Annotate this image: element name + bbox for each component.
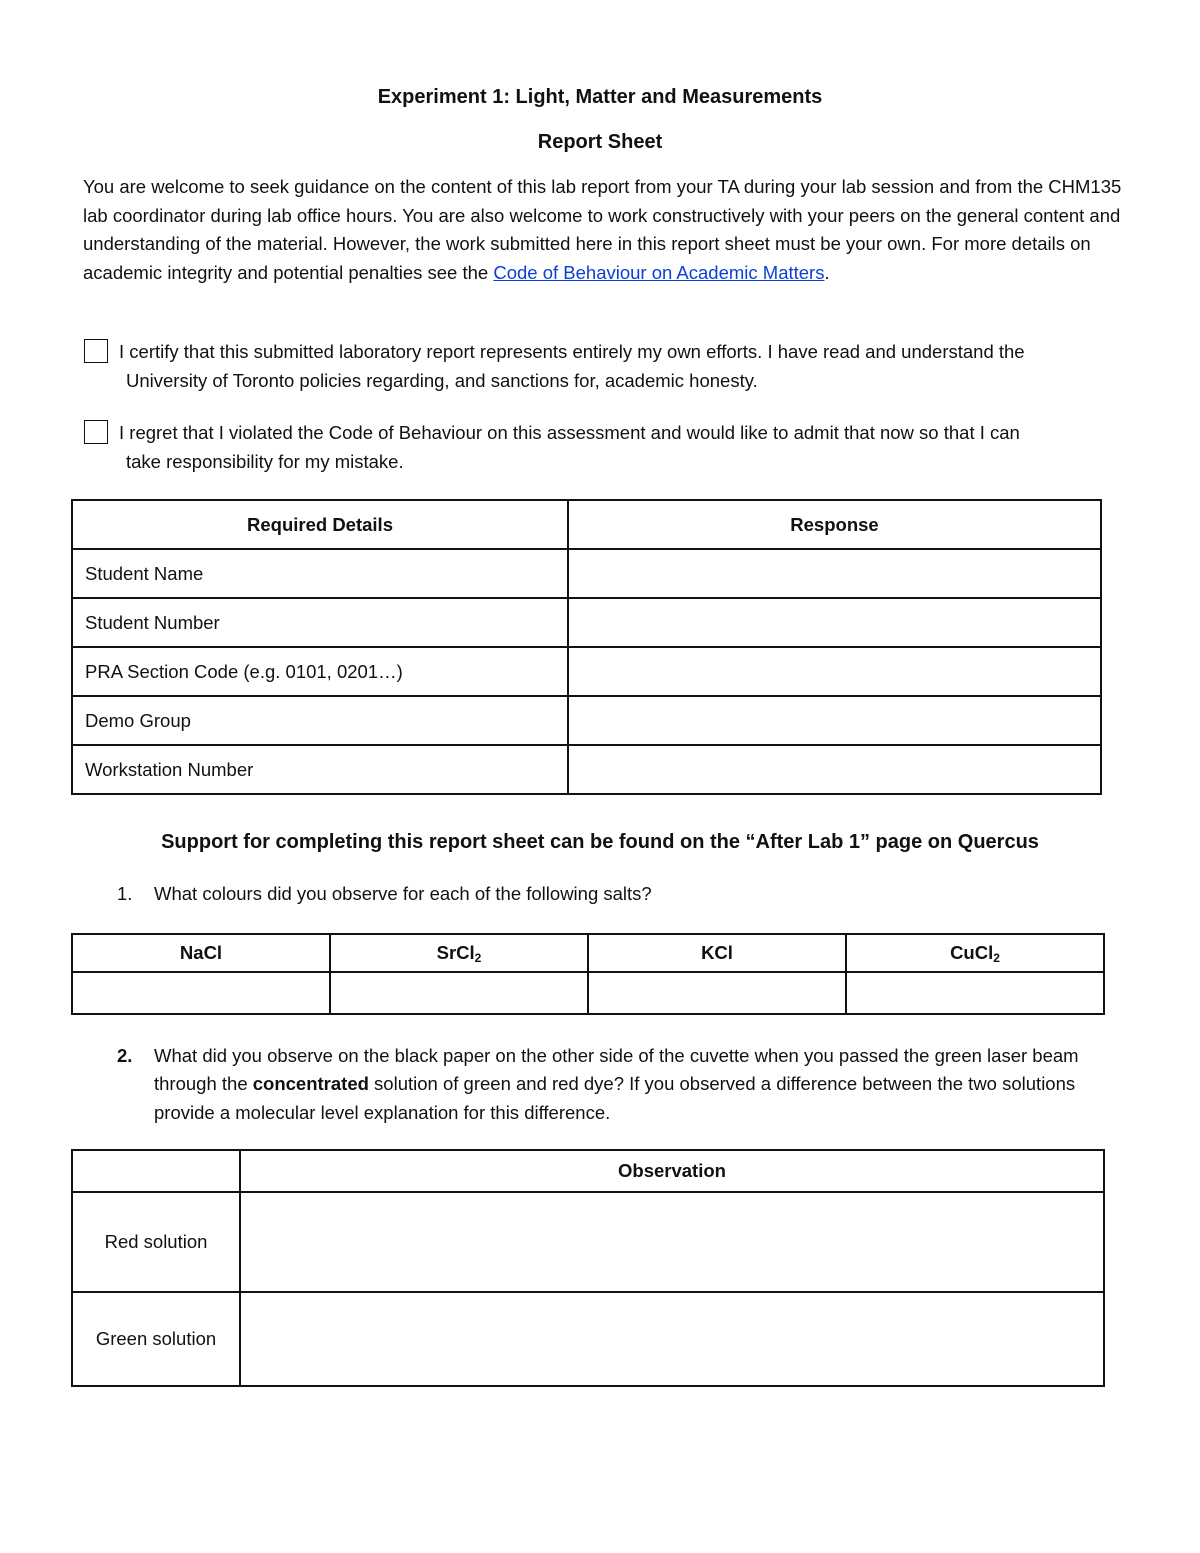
table-row	[72, 647, 1101, 696]
detail-label-demo-group: Demo Group	[72, 696, 568, 745]
question-1-text: What colours did you observe for each of the following salts?	[154, 883, 652, 904]
salt-colour-srcl2-field[interactable]	[330, 972, 588, 1014]
salt-colour-cucl2-field[interactable]	[846, 972, 1104, 1014]
code-of-behaviour-link[interactable]: Code of Behaviour on Academic Matters	[493, 261, 825, 283]
detail-label-workstation: Workstation Number	[72, 745, 568, 794]
table-row	[72, 972, 1104, 1014]
observation-field-red[interactable]	[240, 1192, 1104, 1292]
regret-statement	[83, 419, 1123, 476]
question-1	[117, 883, 652, 905]
intro-text: You are welcome to seek guidance on the content of this lab report from your TA during your lab session and from the CHM135 lab coordinator during lab office hours. You are also welcome to work constructively with your peers on the general content and understanding of the material. However, the work submitted here in this report sheet must be your own. For more details on academic integrity and potential penalties see the	[83, 176, 1122, 283]
salt-header-kcl: KCl	[588, 934, 846, 972]
question-1-number: 1.	[117, 883, 133, 904]
question-2-text-after: solution of green and red dye? If you observed a difference between the two solutions provide a molecular level explanation for this difference.	[154, 1073, 1076, 1123]
observation-corner-cell	[72, 1150, 240, 1192]
detail-label-student-name: Student Name	[72, 549, 568, 598]
page-subtitle: Report Sheet	[537, 131, 663, 153]
table-row	[72, 745, 1101, 794]
page-title: Experiment 1: Light, Matter and Measurements	[377, 86, 823, 108]
intro-end: .	[824, 261, 830, 283]
detail-label-pra-section: PRA Section Code (e.g. 0101, 0201…)	[72, 647, 568, 696]
question-2-text-before: What did you observe on the black paper on the other side of the cuvette when you passed the green laser beam through the	[154, 1045, 1079, 1095]
observation-table	[71, 1149, 1105, 1387]
detail-label-student-number: Student Number	[72, 598, 568, 647]
table-row	[72, 696, 1101, 745]
details-header-required: Required Details	[72, 500, 568, 549]
response-field-pra-section[interactable]	[568, 647, 1101, 696]
response-field-demo-group[interactable]	[568, 696, 1101, 745]
observation-header: Observation	[240, 1150, 1104, 1192]
salt-colour-kcl-field[interactable]	[588, 972, 846, 1014]
salt-header-nacl: NaCl	[72, 934, 330, 972]
certify-text-line2: University of Toronto policies regarding, and sanctions for, academic honesty.	[126, 369, 758, 391]
regret-text-line2: take responsibility for my mistake.	[126, 450, 404, 472]
certify-checkbox[interactable]	[84, 339, 108, 363]
table-row	[72, 598, 1101, 647]
salt-header-srcl2: SrCl$_2$	[330, 934, 588, 972]
intro-paragraph	[83, 173, 1123, 287]
salts-table	[71, 933, 1105, 1015]
question-2-bold-word: concentrated	[252, 1073, 369, 1095]
response-field-student-name[interactable]	[568, 549, 1101, 598]
question-2-number: 2.	[117, 1045, 133, 1066]
response-field-student-number[interactable]	[568, 598, 1101, 647]
salt-colour-nacl-field[interactable]	[72, 972, 330, 1014]
regret-checkbox[interactable]	[84, 420, 108, 444]
table-row	[72, 1292, 1104, 1386]
details-header-response: Response	[568, 500, 1101, 549]
observation-field-green[interactable]	[240, 1292, 1104, 1386]
table-row	[72, 1192, 1104, 1292]
question-2	[117, 1042, 1127, 1127]
table-row	[72, 549, 1101, 598]
response-field-workstation[interactable]	[568, 745, 1101, 794]
row-label-red-solution: Red solution	[72, 1192, 240, 1292]
certify-statement	[83, 338, 1123, 395]
regret-text-line1: I regret that I violated the Code of Behaviour on this assessment and would like to admit that now so that I can	[119, 422, 1020, 443]
salt-header-cucl2: CuCl$_2$	[846, 934, 1104, 972]
required-details-table	[71, 499, 1102, 795]
row-label-green-solution: Green solution	[72, 1292, 240, 1386]
certify-text-line1: I certify that this submitted laboratory report represents entirely my own efforts. I have read and understand the	[119, 341, 1025, 362]
support-note: Support for completing this report sheet can be found on the “After Lab 1” page on Quercus	[161, 831, 1039, 853]
